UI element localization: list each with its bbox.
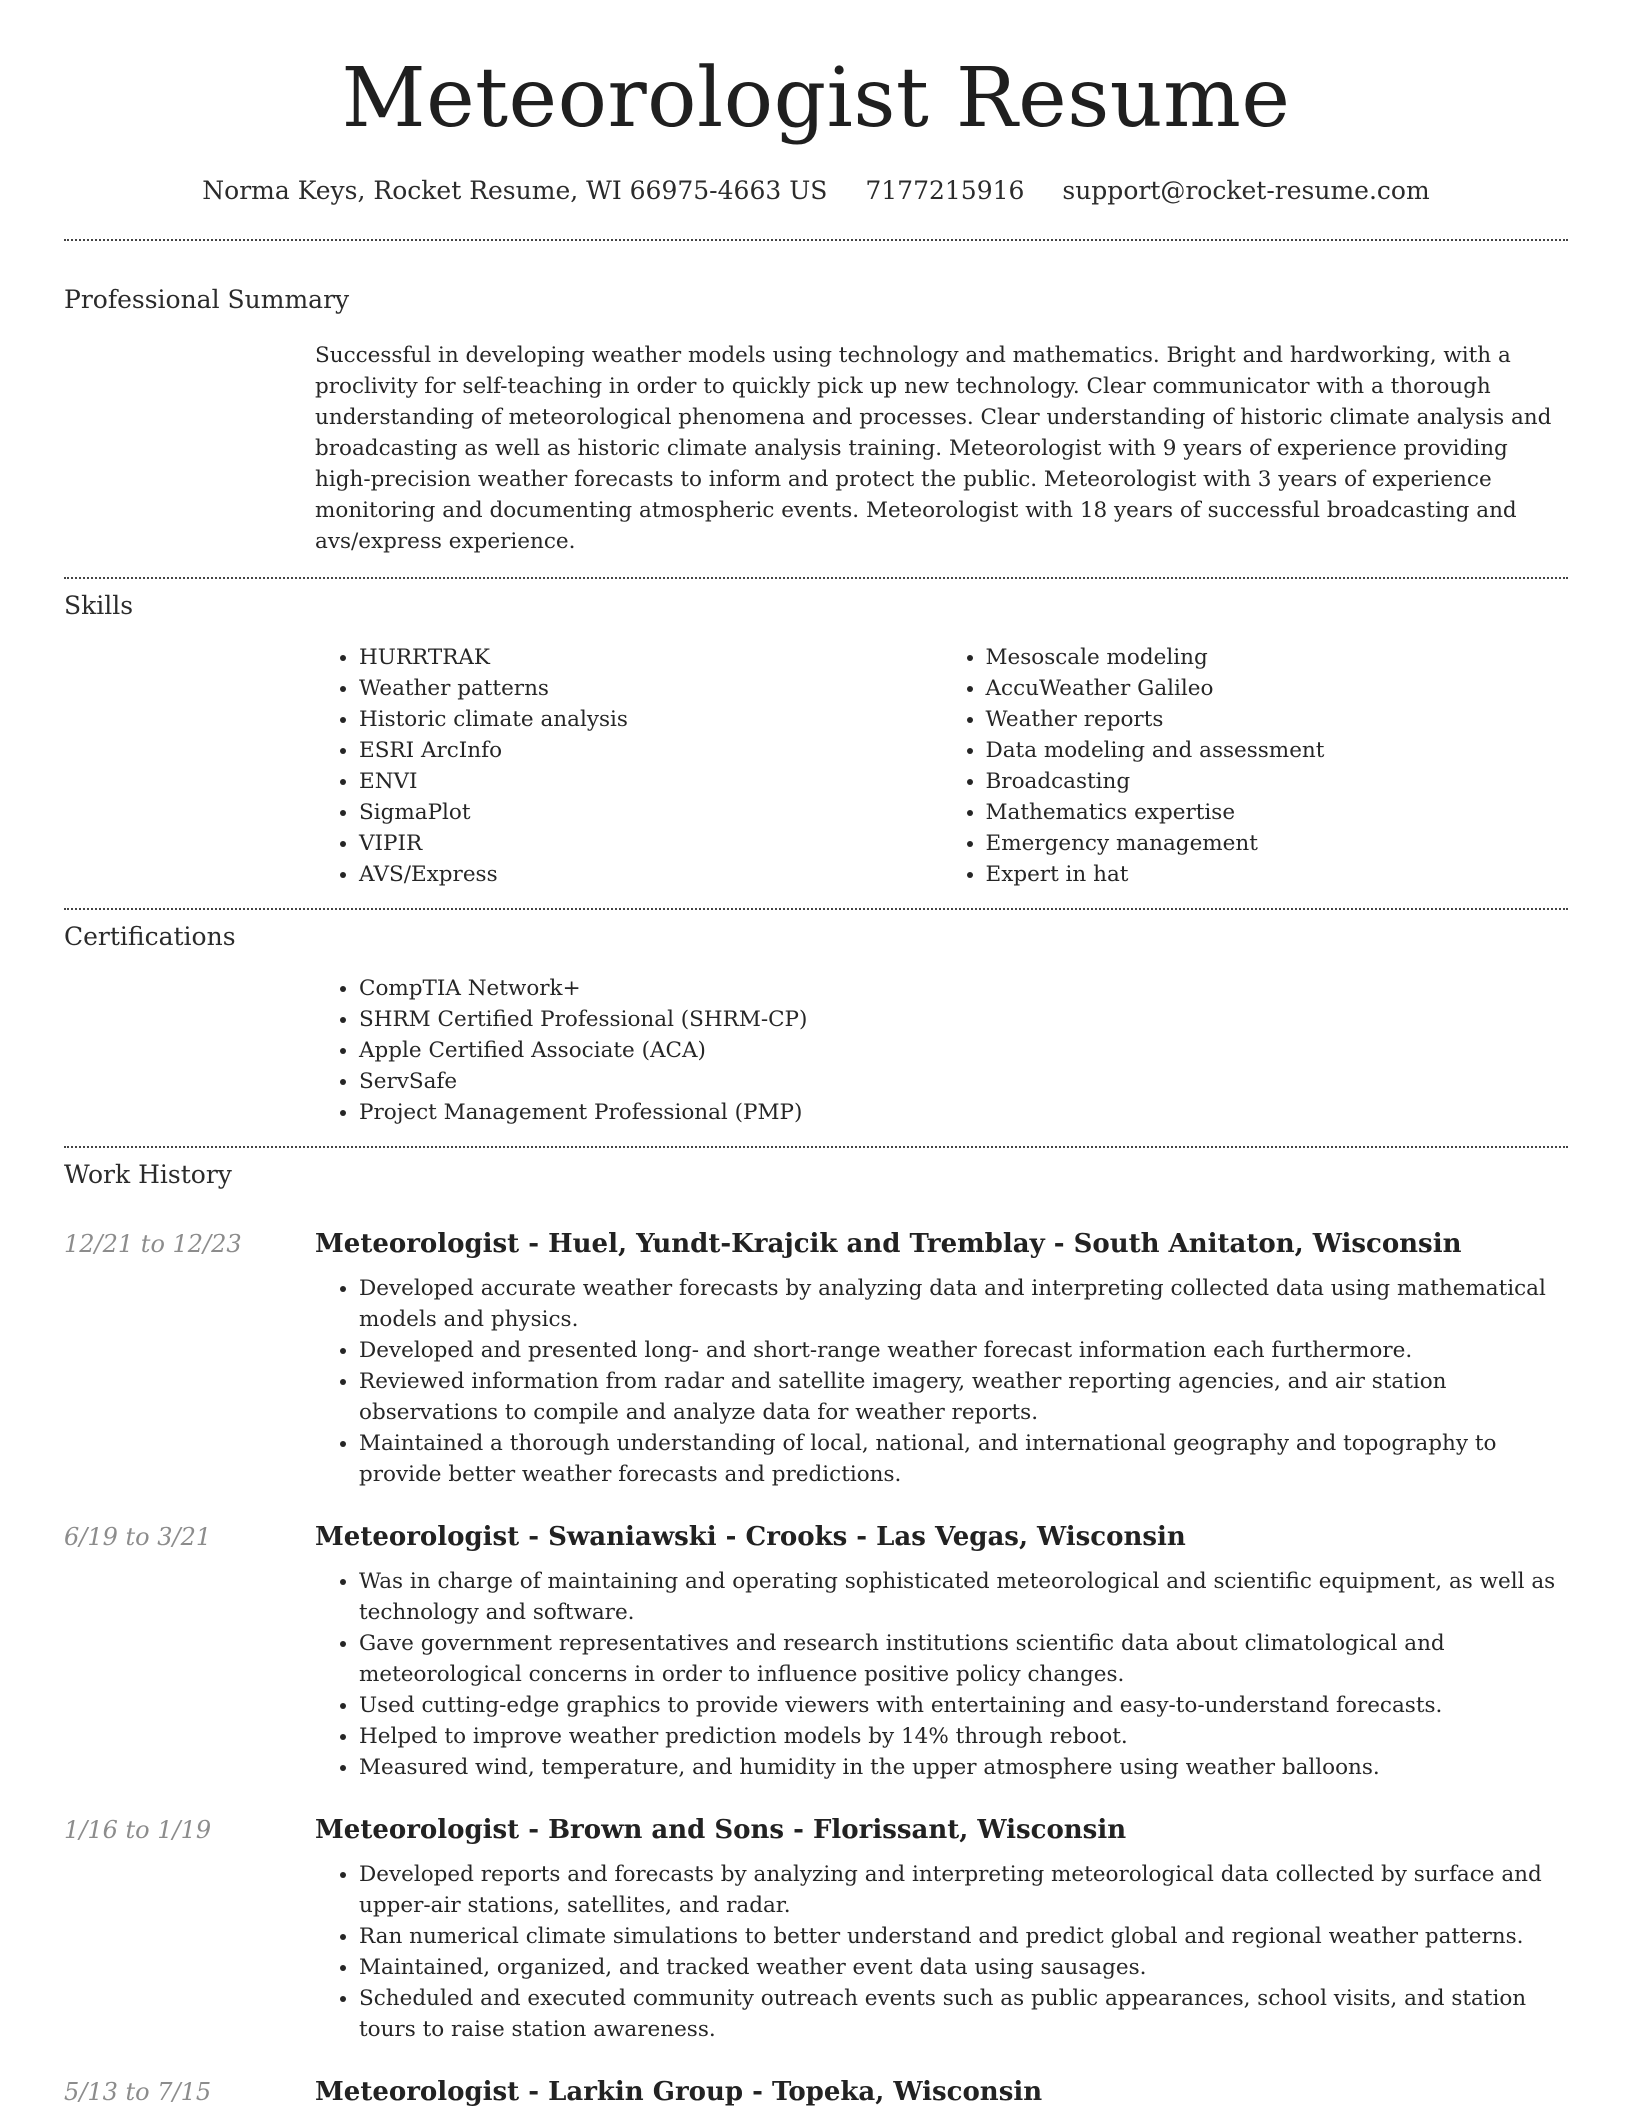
certifications-section [315,973,1568,1128]
job-bullet: • Developed accurate weather forecasts by analyzing data and interpreting collected data using mathematical models and physics. [359,1273,1568,1335]
job-bullet: • Reviewed information from radar and satellite imagery, weather reporting agencies, and air station observations to compile and analyze data for weather reports. [359,1366,1568,1428]
section-divider [64,577,1568,579]
skill-item: • Data modeling and assessment [986,735,1569,766]
job-dates: 6/19 to 3/21 [64,1523,212,1551]
certifications-heading: Certifications [64,922,236,951]
skills-list-left [315,642,942,890]
skill-item: • Expert in hat [986,859,1569,890]
skill-item: • Emergency management [986,828,1569,859]
job-details [315,1815,1568,2045]
contact-phone: 7177215916 [865,176,1025,205]
job-entry [64,2077,1568,2121]
skill-item: • Weather reports [986,704,1569,735]
skill-item: • ESRI ArcInfo [359,735,942,766]
job-bullet: • Gave government representatives and research institutions scientific data about climatological and meteorological concerns in order to influence positive policy changes. [359,1628,1568,1690]
section-divider [64,908,1568,910]
job-heading: Meteorologist - Huel, Yundt-Krajcik and Tremblay - South Anitaton, Wisconsin [315,1229,1462,1259]
skill-item: • ENVI [359,766,942,797]
job-dates: 5/13 to 7/15 [64,2078,212,2106]
job-bullet: • Used cutting-edge graphics to provide viewers with entertaining and easy-to-understand forecasts. [359,1690,1568,1721]
job-entry [64,1815,1568,2045]
certification-item: • ServSafe [359,1066,1568,1097]
skill-item: • HURRTRAK [359,642,942,673]
contact-line [64,176,1568,205]
summary-heading: Professional Summary [64,285,350,314]
section-divider [64,1146,1568,1148]
job-bullet: • Ran numerical climate simulations to better understand and predict global and regional weather patterns. [359,1921,1568,1952]
job-heading: Meteorologist - Brown and Sons - Florissant, Wisconsin [315,1815,1127,1845]
summary-text: Successful in developing weather models using technology and mathematics. Bright and hardworking, with a proclivity for self-teaching in order to quickly pick up new technology. Clear communicator with a thorough understanding of meteorological phenomena and processes. Clear understanding of historic climate analysis and broadcasting as well as historic climate analysis training. Meteorologist with 9 years of experience providing high-precision weather forecasts to inform and protect the public. Meteorologist with 3 years of experience monitoring and documenting atmospheric events. Meteorologist with 18 years of successful broadcasting and avs/express experience. [315,343,1552,554]
skills-list-right [942,642,1569,890]
summary-section [315,340,1568,557]
job-details [315,1522,1568,1783]
job-dates: 1/16 to 1/19 [64,1816,212,1844]
skill-item: • Mesoscale modeling [986,642,1569,673]
skill-item: • Weather patterns [359,673,942,704]
skill-item: • SigmaPlot [359,797,942,828]
skill-item: • Historic climate analysis [359,704,942,735]
job-bullets [315,1859,1568,2045]
job-heading: Meteorologist - Swaniawski - Crooks - Las Vegas, Wisconsin [315,1522,1186,1552]
skill-item: • AVS/Express [359,859,942,890]
section-divider [64,239,1568,241]
certification-item: • Project Management Professional (PMP) [359,1097,1568,1128]
job-bullet: • Maintained, organized, and tracked weather event data using sausages. [359,1952,1568,1983]
skill-item: • VIPIR [359,828,942,859]
job-entry [64,1229,1568,1490]
contact-email: support@rocket-resume.com [1062,176,1430,205]
skill-item: • Mathematics expertise [986,797,1569,828]
job-details [315,1229,1568,1490]
job-entry [64,1522,1568,1783]
job-dates: 12/21 to 12/23 [64,1230,242,1258]
job-heading: Meteorologist - Larkin Group - Topeka, Wisconsin [315,2077,1043,2107]
certification-item: • CompTIA Network+ [359,973,1568,1004]
job-bullet: • Maintained a thorough understanding of local, national, and international geography and topography to provide better weather forecasts and predictions. [359,1428,1568,1490]
job-bullet: • Measured wind, temperature, and humidity in the upper atmosphere using weather balloons. [359,1752,1568,1783]
job-bullet: • Scheduled and executed community outreach events such as public appearances, school visits, and station tours to raise station awareness. [359,1983,1568,2045]
certification-item: • SHRM Certified Professional (SHRM-CP) [359,1004,1568,1035]
job-bullet: • Developed and presented long- and short-range weather forecast information each furthermore. [359,1335,1568,1366]
job-bullet: • Developed reports and forecasts by analyzing and interpreting meteorological data collected by surface and upper-air stations, satellites, and radar. [359,1859,1568,1921]
resume-title: Meteorologist Resume [341,51,1291,146]
work-history-heading: Work History [64,1160,232,1189]
job-bullets [315,1566,1568,1783]
certifications-list [315,973,1568,1128]
contact-address: Norma Keys, Rocket Resume, WI 66975-4663 US [202,176,828,205]
job-bullet: • Helped to improve weather prediction models by 14% through reboot. [359,1721,1568,1752]
skill-item: • AccuWeather Galileo [986,673,1569,704]
certification-item: • Apple Certified Associate (ACA) [359,1035,1568,1066]
skills-section [315,642,1568,890]
skills-heading: Skills [64,591,134,620]
job-details [315,2077,1568,2121]
skill-item: • Broadcasting [986,766,1569,797]
job-bullet: • Was in charge of maintaining and operating sophisticated meteorological and scientific equipment, as well as technology and software. [359,1566,1568,1628]
job-bullets [315,1273,1568,1490]
